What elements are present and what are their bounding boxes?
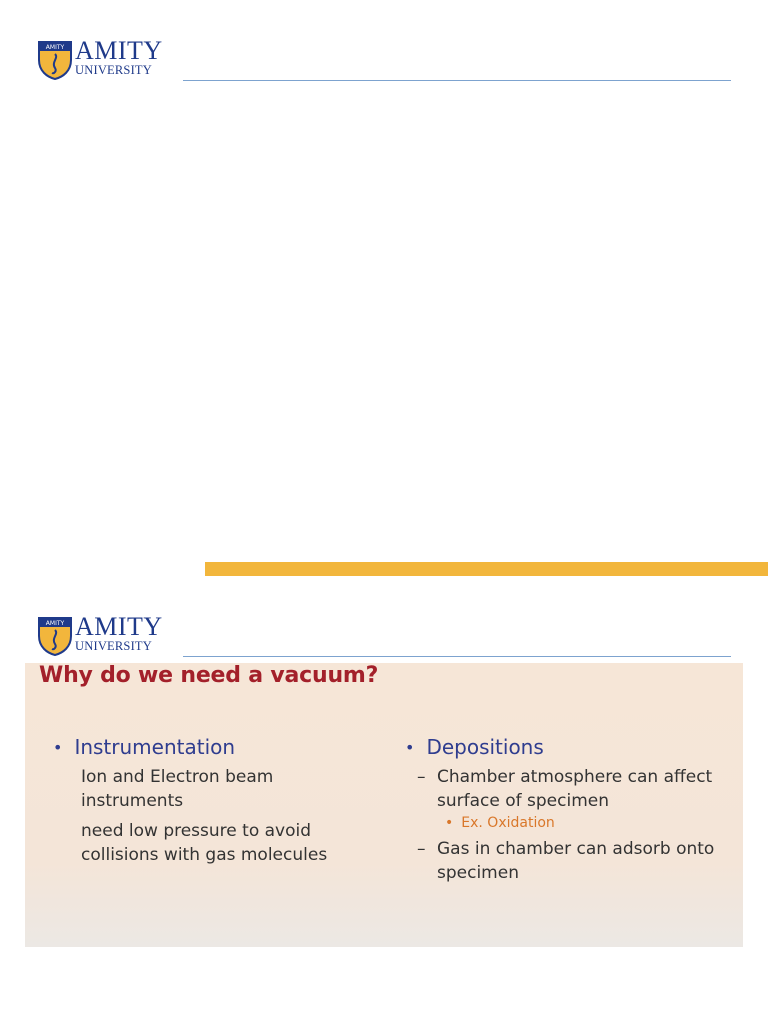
bullet-instrumentation [53, 735, 383, 759]
top-slide-header [0, 36, 768, 120]
accent-bar [205, 562, 768, 576]
header-rule [183, 656, 731, 657]
shield-label: AMITY [45, 44, 65, 51]
text-line: need low pressure to avoid [81, 821, 312, 841]
bullet-depositions [405, 735, 745, 759]
sub-bullet-text: Ex. Oxidation [461, 815, 555, 831]
logo-subtitle: UNIVERSITY [75, 639, 152, 653]
logo-subtitle: UNIVERSITY [75, 63, 152, 77]
text-line: specimen [437, 863, 519, 883]
bullet-heading: Instrumentation [74, 735, 236, 759]
shield-label: AMITY [45, 620, 65, 627]
dash-icon: – [417, 767, 426, 787]
amity-logo [37, 36, 163, 80]
shield-icon [37, 616, 73, 656]
sub-bullet [445, 815, 745, 831]
text-line: Chamber atmosphere can affect [437, 767, 713, 787]
header-rule [183, 80, 731, 81]
dash-item [417, 765, 745, 813]
amity-logo-2 [37, 612, 163, 656]
logo-title: AMITY [75, 36, 163, 65]
text-line: collisions with gas molecules [81, 845, 328, 865]
bullet-heading: Depositions [426, 735, 544, 759]
left-column [53, 735, 383, 867]
text-line: surface of specimen [437, 791, 609, 811]
right-column [405, 735, 745, 885]
embedded-slide [25, 663, 743, 947]
bullet-dot-icon: • [405, 737, 415, 757]
text-line: instruments [81, 791, 184, 811]
logo-title: AMITY [75, 612, 163, 641]
text-line: Gas in chamber can adsorb onto [437, 839, 715, 859]
slide-title: Why do we need a vacuum? [39, 663, 379, 688]
dash-item [417, 837, 745, 885]
dash-icon: – [417, 839, 426, 859]
bullet-dot-icon: • [53, 737, 63, 757]
shield-icon [37, 40, 73, 80]
bullet-dot-icon: • [445, 815, 454, 831]
text-line: Ion and Electron beam [81, 767, 274, 787]
